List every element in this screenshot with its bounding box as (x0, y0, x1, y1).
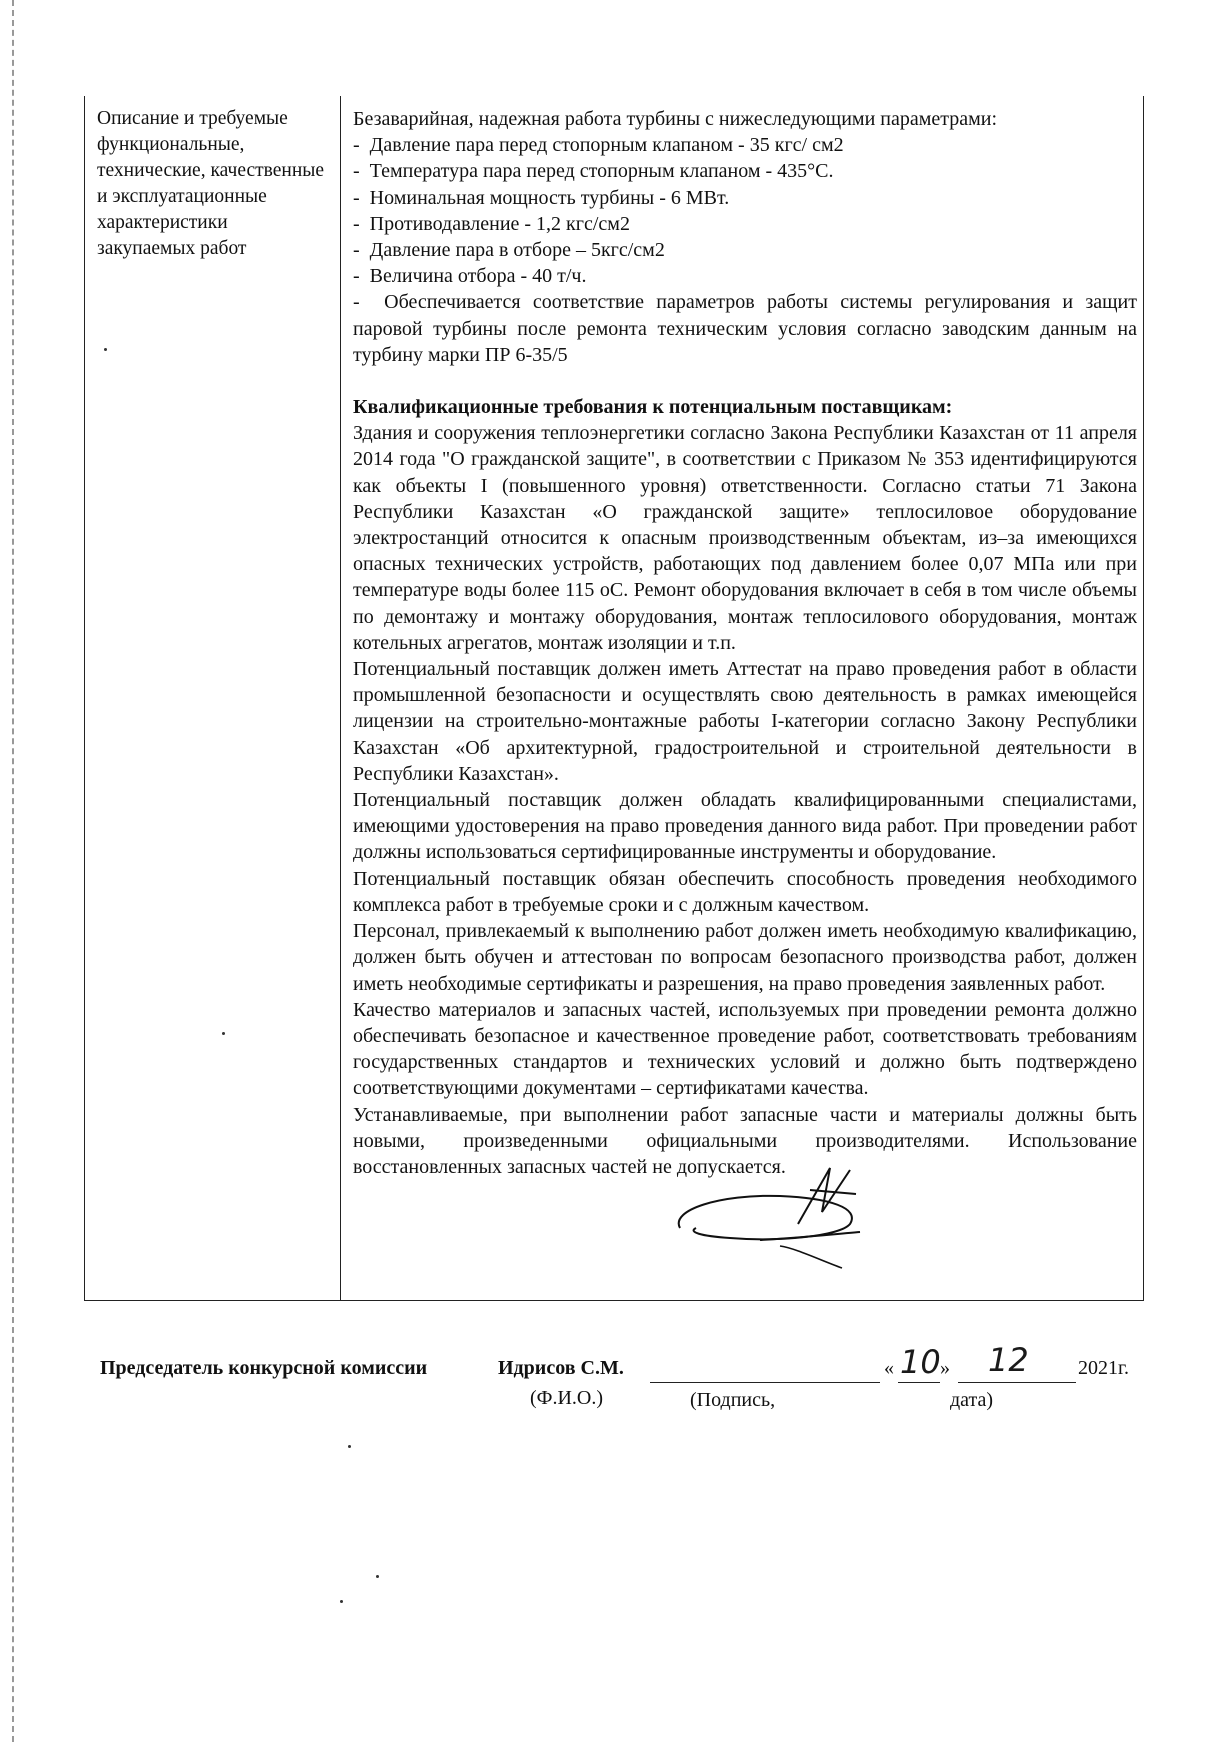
parameter-item: - Давление пара перед стопорным клапаном - 35 кгс/ см2 (353, 132, 1137, 158)
handwritten-signature (660, 1150, 900, 1310)
parameter-item: - Давление пара в отборе – 5кгс/см2 (353, 237, 1137, 263)
parameters-intro: Безаварийная, надежная работа турбины с нижеследующими параметрами: (353, 108, 998, 130)
signature-block (100, 1335, 1150, 1455)
year: 2021г. (1078, 1357, 1129, 1379)
parameter-item: - Температура пара перед стопорным клапаном - 435°С. (353, 158, 1137, 184)
handwritten-day: 10 (900, 1343, 941, 1381)
qualification-paragraph: Потенциальный поставщик обязан обеспечить способность проведения необходимого комплекса работ в требуемые сроки и с должным качеством. (353, 867, 1137, 916)
spacer (353, 368, 1137, 394)
date-label: дата) (950, 1389, 994, 1411)
day-line (898, 1382, 940, 1383)
qualification-paragraph: Потенциальный поставщик должен иметь Аттестат на право проведения работ в области промышленной безопасности и осуществлять свою деятельность в рамках имеющейся лицензии на строительно-монтажные работы I-категории согласно Закону Республики Казахстан «Об архитектурной, градостроительной и строительной деятельности в Республики Казахстан». (353, 658, 1137, 785)
requirements-content-cell (353, 106, 1137, 1180)
qualification-paragraph: Персонал, привлекаемый к выполнению работ должен иметь необходимую квалификацию, должен быть обучен и аттестован по вопросам безопасного производства работ, должен иметь необходимые сертификаты и разрешения, на право проведения заявленных работ. (353, 920, 1137, 995)
requirements-table (84, 96, 1144, 1301)
chairman-title: Председатель конкурсной комиссии (100, 1357, 428, 1379)
scan-speck (348, 1445, 351, 1448)
qualification-paragraph: Потенциальный поставщик должен обладать квалифицированными специалистами, имеющими удостоверения на право проведения данного вида работ. При проведении работ должны использоваться сертифицированные инструменты и оборудование. (353, 789, 1137, 864)
qualification-title: Квалификационные требования к потенциальным поставщикам: (353, 396, 953, 419)
signature-line (650, 1382, 880, 1383)
scan-speck (104, 348, 107, 351)
sign-label: (Подпись, (690, 1389, 776, 1411)
parameter-item: - Номинальная мощность турбины - 6 МВт. (353, 185, 1137, 211)
scan-speck (376, 1575, 379, 1578)
handwritten-month: 12 (988, 1341, 1029, 1379)
month-line (958, 1382, 1076, 1383)
parameter-item: - Противодавление - 1,2 кгс/см2 (353, 211, 1137, 237)
qualification-paragraph: Здания и сооружения теплоэнергетики согласно Закона Республики Казахстан от 11 апреля 2014 года "О гражданской защите", в соответствии с Приказом № 353 идентифицируются как объекты I (повышенного уровня) ответственности. Согласно статьи 71 Закона Республики Казахстан «О гражданской защите» теплосиловое оборудование электростанций относится к опасным производственным объектам, из–за имеющихся опасных технических устройств, работающих под давлением более 0,07 МПа или при температуре воды более 115 оС. Ремонт оборудования включает в себя в том числе объемы по демонтажу и монтажу оборудования, монтаж теплосилового оборудования, монтаж котельных агрегатов, монтаж изоляции и т.п. (353, 422, 1137, 654)
qualification-paragraph: Устанавливаемые, при выполнении работ запасные части и материалы должны быть новыми, произведенными официальными производителями. Использование восстановленных запасных частей не допускается. (353, 1103, 1137, 1178)
scan-speck (222, 1032, 225, 1035)
requirements-label: Описание и требуемые функциональные, технические, качественные и эксплуатационные характеристики закупаемых работ (97, 108, 325, 259)
chairman-name: Идрисов С.М. (498, 1357, 624, 1379)
quote-open: « (884, 1357, 894, 1379)
requirements-label-cell (97, 106, 329, 262)
scan-margin-line (12, 0, 14, 1742)
fio-label: (Ф.И.О.) (530, 1387, 604, 1409)
parameters-list (353, 132, 1137, 368)
column-divider (340, 96, 341, 1300)
quote-close: » (940, 1357, 950, 1379)
scan-speck (340, 1600, 343, 1603)
qualification-paragraph: Качество материалов и запасных частей, используемых при проведении ремонта должно обеспечивать безопасное и качественное проведение работ, соответствовать требованиям государственных стандартов и технических условий и должно быть подтверждено соответствующими документами – сертификатами качества. (353, 998, 1137, 1100)
parameter-item: - Величина отбора - 40 т/ч. (353, 263, 1137, 289)
parameter-item: - Обеспечивается соответствие параметров работы системы регулирования и защит паровой турбины после ремонта техническим условия согласно заводским данным на турбину марки ПР 6-35/5 (353, 289, 1137, 368)
